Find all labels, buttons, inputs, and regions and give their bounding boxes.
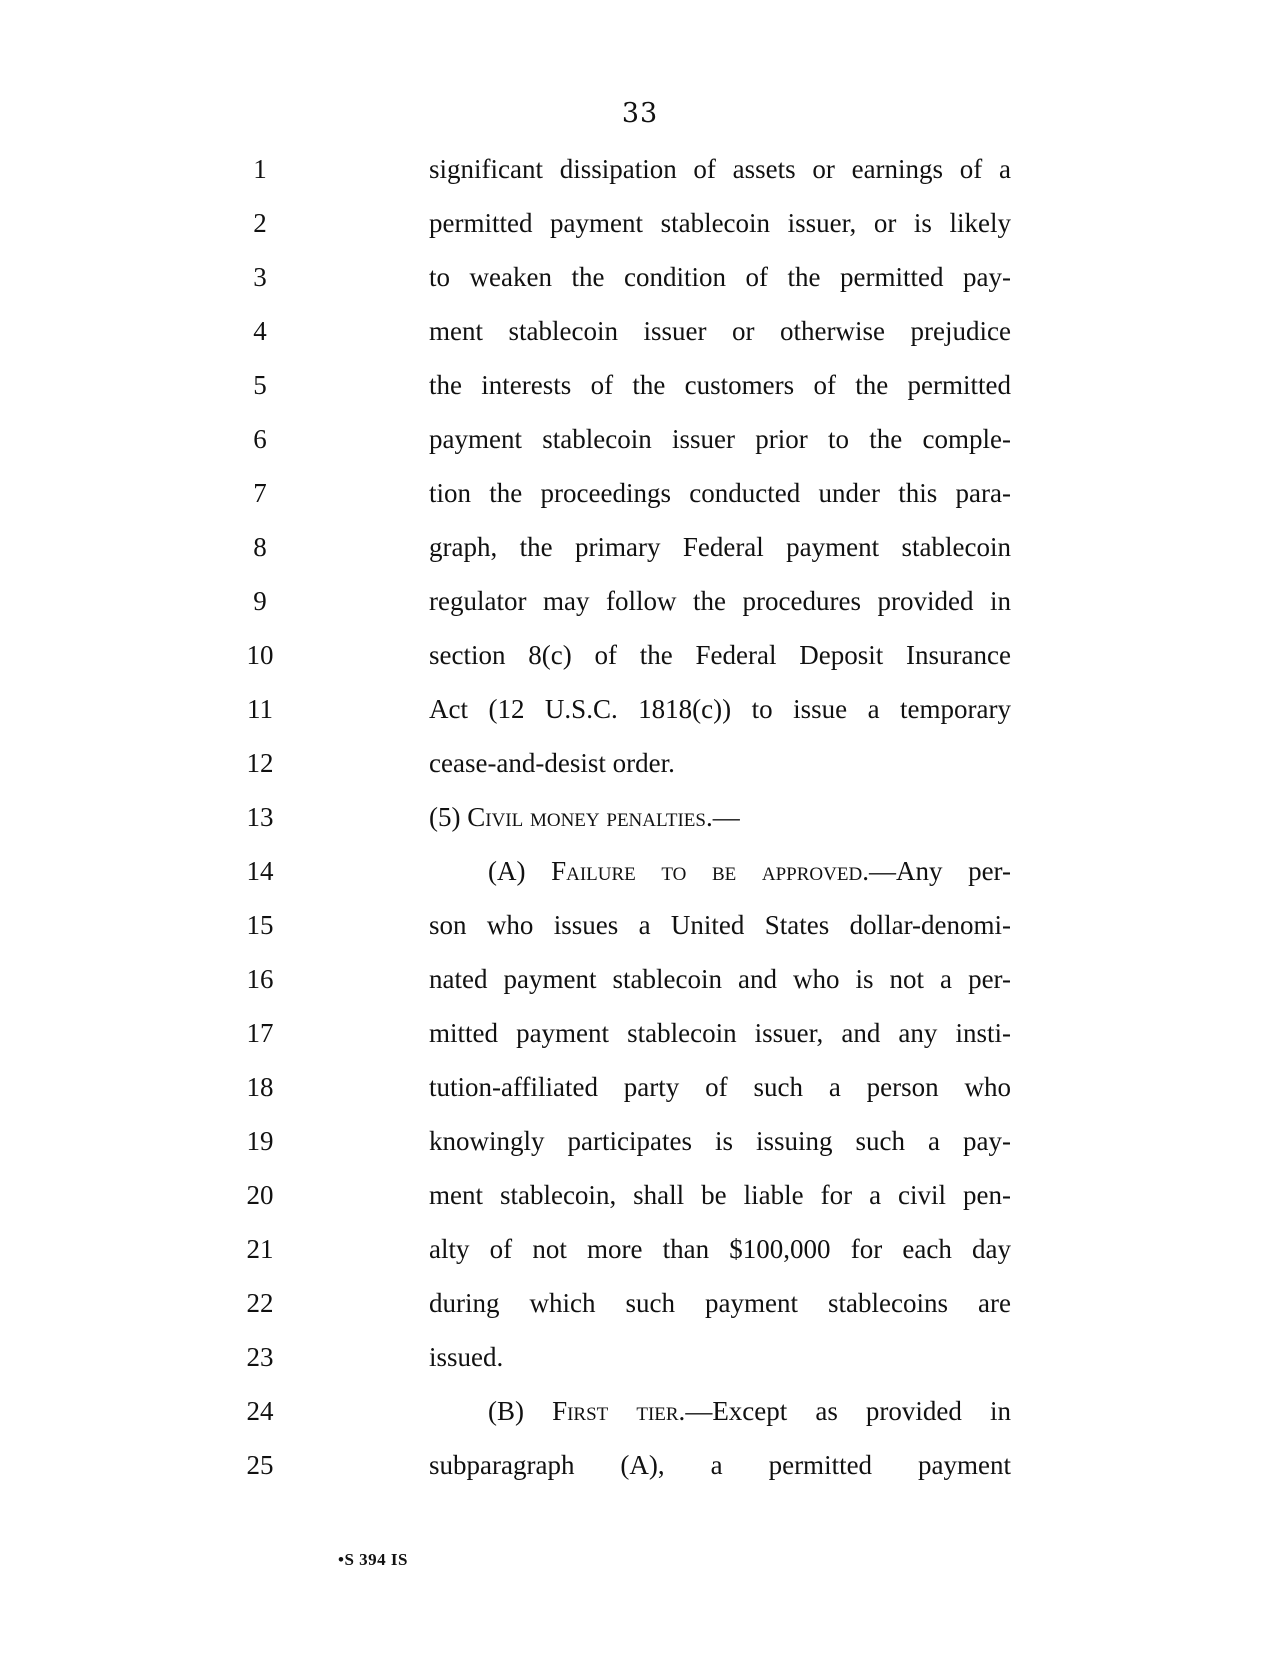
line-number: 22	[246, 1288, 274, 1318]
line-text	[488, 1384, 1011, 1438]
line-number: 20	[246, 1180, 274, 1210]
line-number: 21	[246, 1234, 274, 1264]
line-text: knowingly participates is issuing such a pay-	[429, 1126, 1011, 1156]
line-number: 5	[253, 370, 267, 400]
line-text: Act (12 U.S.C. 1818(c)) to issue a temporary	[429, 694, 1011, 724]
document-line	[0, 844, 1280, 898]
document-line	[0, 682, 1280, 736]
document-line	[0, 196, 1280, 250]
line-number: 8	[253, 532, 267, 562]
line-text: mitted payment stablecoin issuer, and any insti-	[429, 1018, 1011, 1048]
line-number: 3	[253, 262, 267, 292]
line-text-tail: —	[712, 802, 740, 832]
line-number: 23	[246, 1342, 274, 1372]
document-line	[0, 1438, 1280, 1492]
line-text: during which such payment stablecoins are	[429, 1288, 1011, 1318]
line-number: 13	[246, 802, 274, 832]
line-text: significant dissipation of assets or earnings of a	[429, 154, 1011, 184]
line-number: 16	[246, 964, 274, 994]
section-heading: Civil money penalties.	[467, 802, 713, 832]
line-text: ment stablecoin, shall be liable for a civil pen-	[429, 1180, 1011, 1210]
line-text: section 8(c) of the Federal Deposit Insurance	[429, 640, 1011, 670]
line-number: 12	[246, 748, 274, 778]
line-text-tail: —Except as provided in	[685, 1396, 1011, 1426]
document-line	[0, 574, 1280, 628]
document-line	[0, 412, 1280, 466]
line-number: 4	[253, 316, 267, 346]
document-line	[0, 628, 1280, 682]
line-text: nated payment stablecoin and who is not a per-	[429, 964, 1011, 994]
document-line	[0, 1384, 1280, 1438]
line-number: 9	[253, 586, 267, 616]
line-text: tution-affiliated party of such a person who	[429, 1072, 1011, 1102]
page-number: 33	[621, 98, 659, 129]
line-number: 14	[246, 856, 274, 886]
document-line	[0, 142, 1280, 196]
document-line	[0, 520, 1280, 574]
document-line	[0, 1168, 1280, 1222]
document-line	[0, 952, 1280, 1006]
line-number: 6	[253, 424, 267, 454]
section-heading: Failure to be approved.	[551, 856, 869, 886]
line-text	[488, 844, 1011, 898]
line-text: to weaken the condition of the permitted pay-	[429, 262, 1011, 292]
line-number: 19	[246, 1126, 274, 1156]
document-line	[0, 250, 1280, 304]
document-line	[0, 1276, 1280, 1330]
document-line	[0, 304, 1280, 358]
line-text: tion the proceedings conducted under this para-	[429, 478, 1011, 508]
line-number: 2	[253, 208, 267, 238]
paragraph-designator: (5)	[429, 802, 468, 832]
line-text: regulator may follow the procedures provided in	[429, 586, 1011, 616]
document-line	[0, 1060, 1280, 1114]
line-number: 17	[246, 1018, 274, 1048]
line-number: 24	[246, 1396, 274, 1426]
document-line	[0, 358, 1280, 412]
document-line	[0, 790, 1280, 844]
document-line	[0, 898, 1280, 952]
paragraph-designator: (B)	[488, 1396, 553, 1426]
line-text: son who issues a United States dollar-denomi-	[429, 910, 1011, 940]
line-number: 18	[246, 1072, 274, 1102]
line-number: 11	[247, 694, 273, 724]
line-text: permitted payment stablecoin issuer, or is likely	[429, 208, 1011, 238]
paragraph-designator: (A)	[488, 856, 552, 886]
line-text-tail: —Any per-	[868, 856, 1011, 886]
document-line	[0, 736, 1280, 790]
line-text: the interests of the customers of the permitted	[429, 370, 1011, 400]
document-line	[0, 466, 1280, 520]
line-number: 7	[253, 478, 267, 508]
line-text: issued.	[429, 1342, 504, 1372]
document-line	[0, 1222, 1280, 1276]
line-text: ment stablecoin issuer or otherwise prejudice	[429, 316, 1011, 346]
line-number: 25	[246, 1450, 274, 1480]
line-text: graph, the primary Federal payment stablecoin	[429, 532, 1011, 562]
line-number: 10	[246, 640, 274, 670]
document-line	[0, 1006, 1280, 1060]
line-text: alty of not more than $100,000 for each day	[429, 1234, 1011, 1264]
line-text	[429, 790, 740, 844]
line-number: 15	[246, 910, 274, 940]
document-line	[0, 1330, 1280, 1384]
document-line	[0, 1114, 1280, 1168]
line-text: payment stablecoin issuer prior to the comple-	[429, 424, 1011, 454]
section-heading: First tier.	[552, 1396, 686, 1426]
bill-footer: •S 394 IS	[338, 1550, 408, 1569]
line-number: 1	[253, 154, 267, 184]
line-text: cease-and-desist order.	[429, 748, 675, 778]
line-text: subparagraph (A), a permitted payment	[429, 1450, 1011, 1480]
